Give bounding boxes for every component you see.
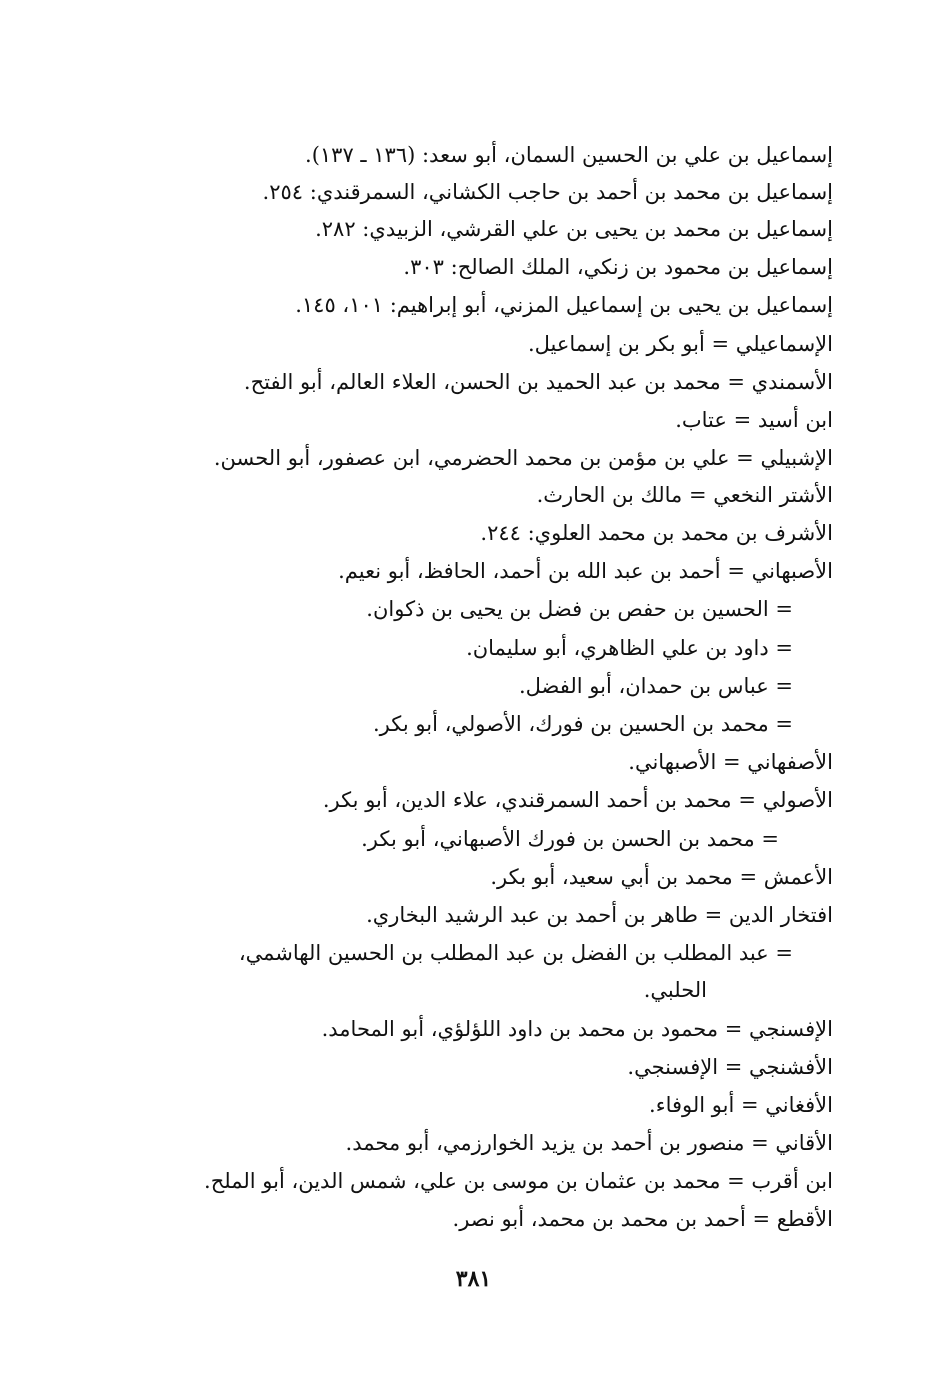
index-sub-entry-continuation: الحلبي. [643, 978, 707, 1002]
index-entry: الأقاني = منصور بن أحمد بن يزيد الخوارزمي، أبو محمد. [345, 1131, 833, 1155]
index-sub-entry: = عباس بن حمدان، أبو الفضل. [518, 674, 793, 698]
index-entry: إسماعيل بن محمد بن أحمد بن حاجب الكشاني، السمرقندي: ٢٥٤. [262, 180, 833, 204]
index-entry: ابن أقرب = محمد بن عثمان بن موسى بن علي، شمس الدين، أبو الملح. [204, 1169, 833, 1193]
index-entry: افتخار الدين = طاهر بن أحمد بن عبد الرشيد البخاري. [366, 903, 833, 927]
index-entry: الأعمش = محمد بن أبي سعيد، أبو بكر. [490, 865, 833, 889]
index-sub-entry: = محمد بن الحسين بن فورك، الأصولي، أبو بكر. [373, 712, 793, 736]
index-entry: الأقطع = أحمد بن محمد بن محمد، أبو نصر. [452, 1207, 833, 1231]
index-entry: ابن أسيد = عتاب. [675, 408, 833, 432]
index-entry: الأصبهاني = أحمد بن عبد الله بن أحمد، الحافظ، أبو نعيم. [338, 559, 833, 583]
page-number: ٣٨١ [455, 1266, 492, 1292]
index-sub-entry: = عبد المطلب بن الفضل بن عبد المطلب بن الحسين الهاشمي، [238, 941, 793, 965]
index-entry: الإشبيلي = علي بن مؤمن بن محمد الحضرمي، ابن عصفور، أبو الحسن. [213, 446, 833, 470]
index-entry: الأشتر النخعي = مالك بن الحارث. [536, 483, 833, 507]
index-entry: الأصفهاني = الأصبهاني. [628, 750, 833, 774]
index-entry: إسماعيل بن محمد بن يحيى بن علي القرشي، الزبيدي: ٢٨٢. [315, 217, 833, 241]
index-entry: الإفسنجي = محمود بن محمد بن داود اللؤلؤي، أبو المحامد. [321, 1017, 833, 1041]
index-sub-entry: = داود بن علي الظاهري، أبو سليمان. [466, 636, 793, 660]
index-entry: إسماعيل بن علي بن الحسين السمان، أبو سعد: (١٣٦ ـ ١٣٧). [305, 143, 833, 167]
index-sub-entry: = محمد بن الحسن بن فورك الأصبهاني، أبو بكر. [361, 827, 779, 851]
index-entry: الأسمندي = محمد بن عبد الحميد بن الحسن، العلاء العالم، أبو الفتح. [243, 370, 833, 394]
index-entry: إسماعيل بن يحيى بن إسماعيل المزني، أبو إبراهيم: ١٠١، ١٤٥. [295, 293, 833, 317]
index-sub-entry: = الحسين بن حفص بن فضل بن يحيى بن ذكوان. [366, 597, 793, 621]
index-entry: إسماعيل بن محمود بن زنكي، الملك الصالح: ٣٠٣. [403, 255, 833, 279]
index-entry: الأشرف بن محمد بن محمد العلوي: ٢٤٤. [480, 521, 833, 545]
index-entry: الأصولي = محمد بن أحمد السمرقندي، علاء الدين، أبو بكر. [322, 788, 833, 812]
index-entry: الأفغاني = أبو الوفاء. [649, 1093, 833, 1117]
index-entry: الأفشنجي = الإفسنجي. [627, 1055, 833, 1079]
index-entry: الإسماعيلي = أبو بكر بن إسماعيل. [527, 332, 833, 356]
